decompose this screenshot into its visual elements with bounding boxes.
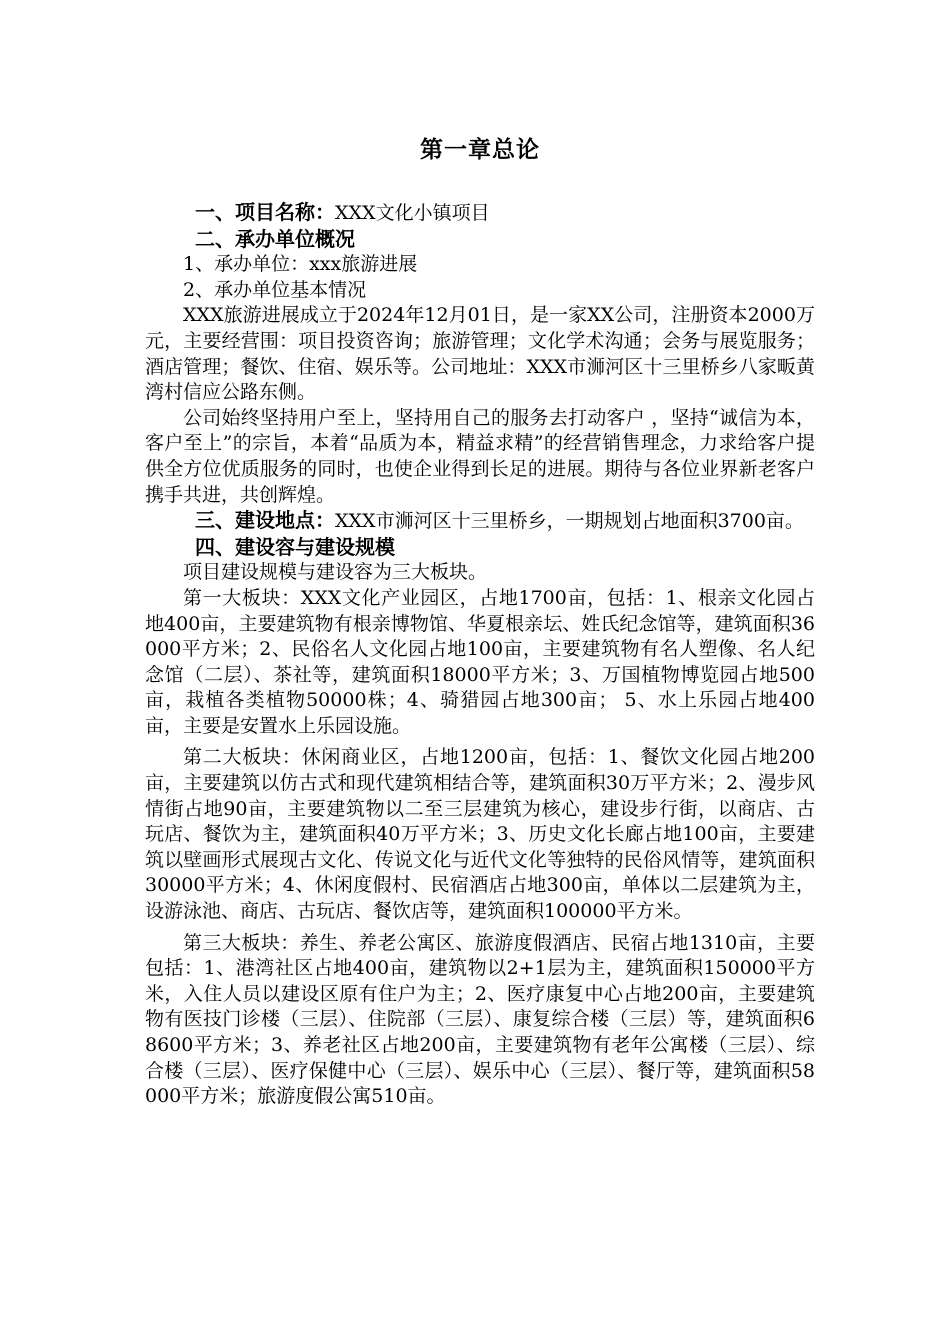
section-heading: 一、项目名称： [195,200,335,224]
paragraph: 第一大板块：XXX文化产业园区，占地1700亩，包括：1、根亲文化园占地400亩，主要建筑物有根亲博物馆、华夏根亲坛、姓氏纪念馆等，建筑面积36000平方米；2、民俗名人文化园占地100亩，主要建筑物有名人塑像、名人纪念馆（二层）、茶社等，建筑面积18000平方米；3、万国植物博览园占地500亩，栽植各类植物50000株；4、骑猎园占地300亩； 5、水上乐园占地400亩，主要是安置水上乐园设施。 [145,586,815,737]
section-value: XXX文化小镇项目 [335,202,490,224]
document-page [145,130,815,1110]
chapter-title: 第一章总论 [420,136,540,163]
paragraph: 项目建设规模与建设容为三大板块。 [183,561,488,584]
paragraph: 1、承办单位：xxx旅游进展 [183,253,418,276]
paragraph: XXX旅游进展成立于2024年12月01日，是一家XX公司，注册资本2000万元，主要经营围：项目投资咨询；旅游管理；文化学术沟通；会务与展览服务；酒店管理；餐饮、住宿、娱乐等。公司地址：XXX市浉河区十三里桥乡八家畈黄湾村信应公路东侧。 [145,304,815,404]
paragraph: 第三大板块：养生、养老公寓区、旅游度假酒店、民宿占地1310亩，主要包括：1、港湾社区占地400亩，建筑物以2+1层为主，建筑面积150000平方米，入住人员以建设区原有住户为主；2、医疗康复中心占地200亩，主要建筑物有医技门诊楼（三层）、住院部（三层）、康复综合楼（三层）等，建筑面积68600平方米；3、养老社区占地200亩，主要建筑物有老年公寓楼（三层）、综合楼（三层）、医疗保健中心（三层）、娱乐中心（三层）、餐厅等，建筑面积58000平方米；旅游度假公寓510亩。 [145,931,815,1108]
section-project-name [145,200,815,227]
paragraph: 2、承办单位基本情况 [183,278,367,301]
section-heading: 三、建设地点： [195,508,335,533]
section-location [145,508,815,535]
section-value: XXX市浉河区十三里桥乡，一期规划占地面积3700亩。 [335,510,804,533]
section-heading-scale: 四、建设容与建设规模 [195,534,395,559]
paragraph: 公司始终坚持用户至上，坚持用自己的服务去打动客户 ，坚持“诚信为本，客户至上”的宗旨，本着“品质为本，精益求精”的经营销售理念，力求给客户提供全方位优质服务的同时，也使企业得到长足的进展。期待与各位业界新老客户携手共进，共创辉煌。 [145,406,815,506]
paragraph: 第二大板块：休闲商业区，占地1200亩，包括：1、餐饮文化园占地200亩，主要建筑以仿古式和现代建筑相结合等，建筑面积30万平方米；2、漫步风情街占地90亩，主要建筑物以二至三层建筑为核心，建设步行街，以商店、古玩店、餐饮为主，建筑面积40万平方米；3、历史文化长廊占地100亩，主要建筑以壁画形式展现古文化、传说文化与近代文化等独特的民俗风情等，建筑面积30000平方米；4、休闲度假村、民宿酒店占地300亩，单体以二层建筑为主，设游泳池、商店、古玩店、餐饮店等，建筑面积100000平方米。 [145,746,815,923]
section-heading-organizer: 二、承办单位概况 [195,226,355,251]
